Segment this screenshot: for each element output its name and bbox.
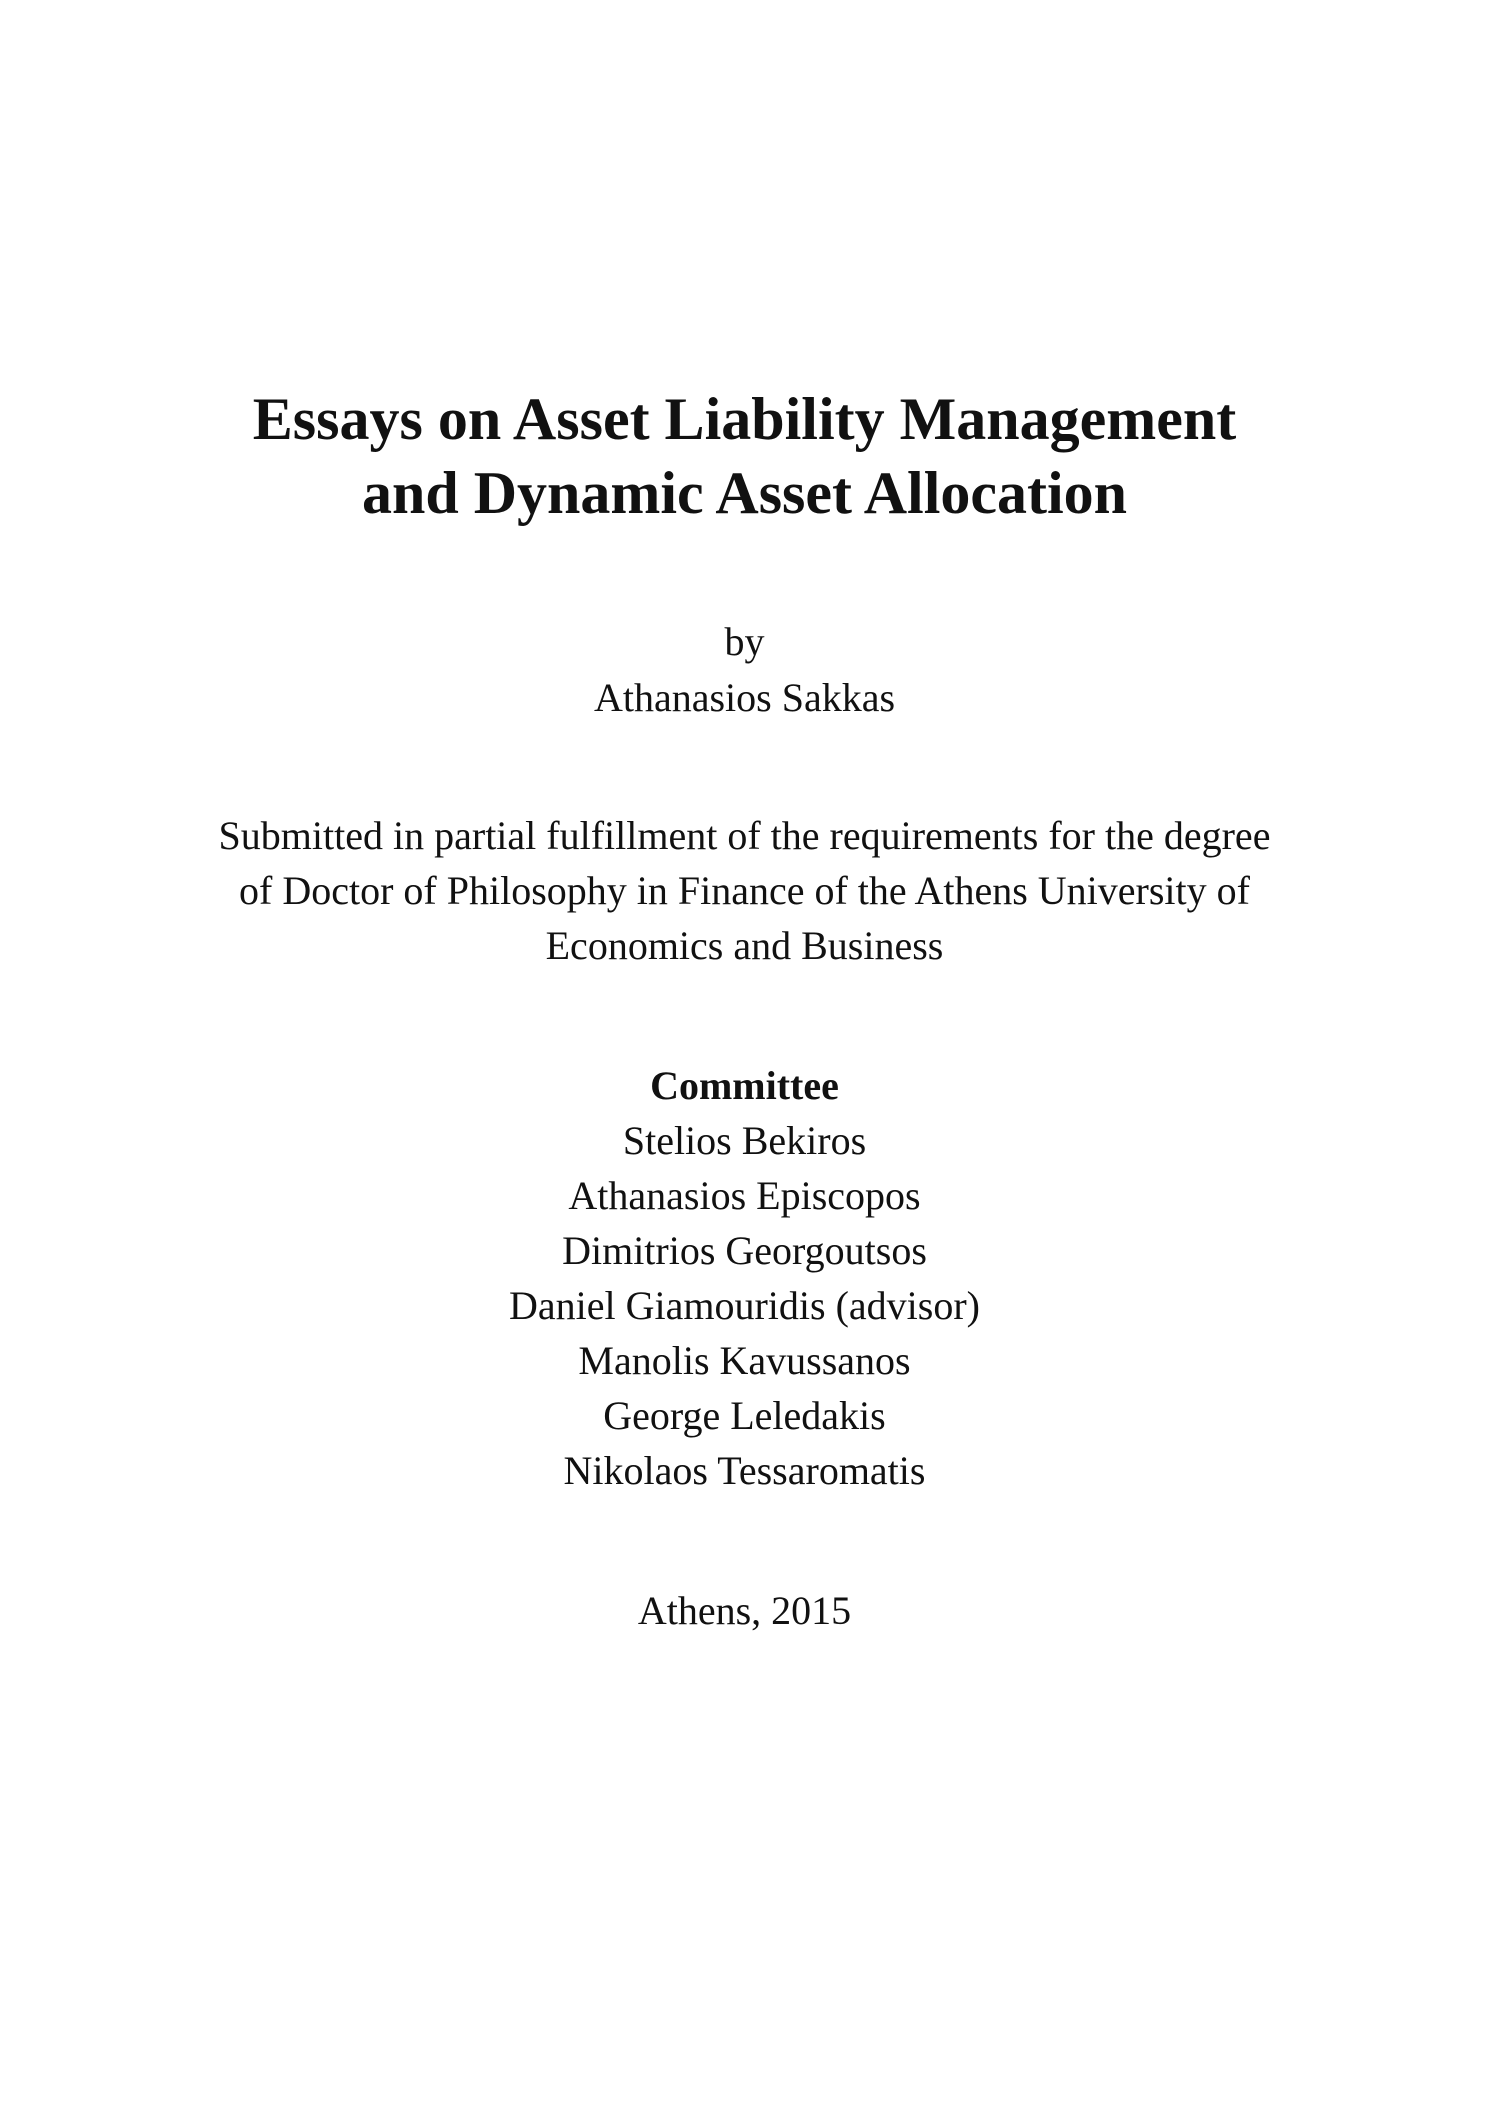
- committee-heading: Committee: [650, 1063, 839, 1108]
- committee-members-list: [0, 1113, 1489, 1498]
- committee-block: [0, 1058, 1489, 1498]
- committee-member: Nikolaos Tessaromatis: [563, 1448, 926, 1493]
- submission-line-2: of Doctor of Philosophy in Finance of the Athens University of: [239, 868, 1250, 913]
- committee-member: Manolis Kavussanos: [578, 1338, 911, 1383]
- committee-member: Dimitrios Georgoutsos: [562, 1228, 927, 1273]
- thesis-title-line-2: and Dynamic Asset Allocation: [361, 460, 1128, 526]
- by-label: by: [724, 619, 765, 664]
- submission-line-3: Economics and Business: [545, 923, 944, 968]
- committee-member: Daniel Giamouridis (advisor): [509, 1283, 980, 1328]
- place-and-date: Athens, 2015: [637, 1588, 852, 1633]
- author-name: Athanasios Sakkas: [593, 675, 896, 720]
- committee-member: Stelios Bekiros: [622, 1118, 867, 1163]
- submission-line-1: Submitted in partial fulfillment of the requirements for the degree: [218, 813, 1271, 858]
- committee-member: Athanasios Episcopos: [568, 1173, 921, 1218]
- thesis-title-line-1: Essays on Asset Liability Management: [252, 386, 1237, 452]
- committee-member: George Leledakis: [603, 1393, 886, 1438]
- submission-statement: [0, 808, 1489, 973]
- author-block: [0, 614, 1489, 726]
- thesis-title: [0, 382, 1489, 530]
